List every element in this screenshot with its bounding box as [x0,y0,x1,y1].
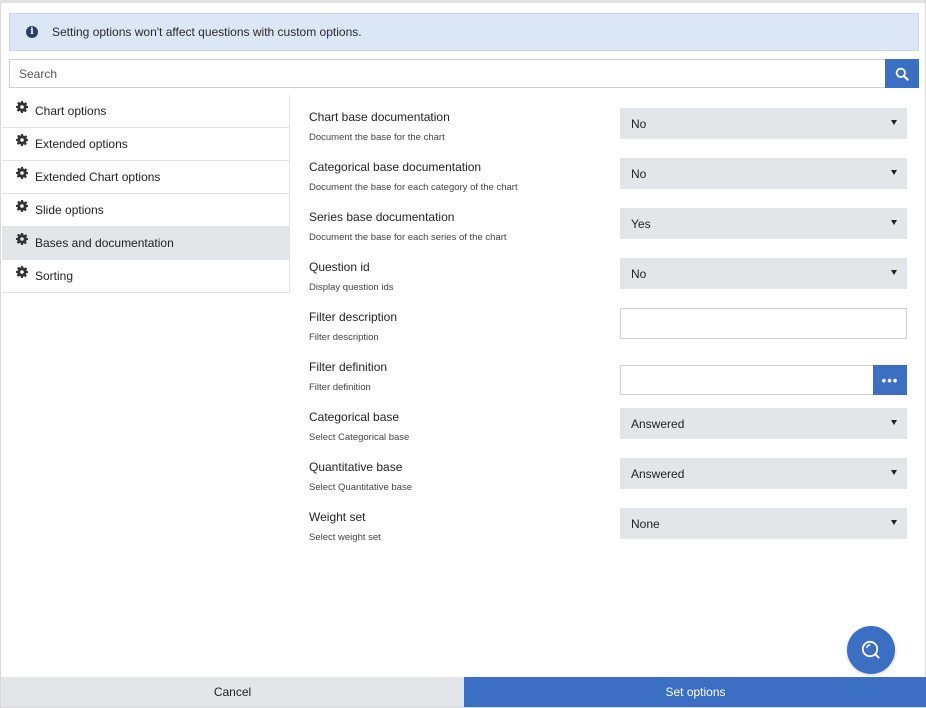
caret-down-icon [891,520,897,525]
search-input[interactable] [9,59,885,88]
set-options-button[interactable]: Set options [464,677,926,707]
setting-label: Quantitative base [309,460,403,474]
chart-base-documentation-select[interactable] [620,108,907,139]
sidebar-item-label: Chart options [35,104,107,118]
weight-set-select[interactable] [620,508,907,539]
dialog-footer [1,677,926,707]
sidebar-item-slide-options[interactable] [2,194,290,227]
setting-series-base-documentation [309,205,909,255]
sidebar-item-label: Sorting [35,269,74,283]
select-value: Answered [631,466,685,481]
gear-icon [16,266,28,278]
sidebar-item-label: Slide options [35,203,104,217]
setting-label: Filter definition [309,360,388,374]
setting-label: Categorical base documentation [309,160,482,174]
gear-icon [16,134,28,146]
sidebar-item-sorting[interactable] [2,260,290,293]
caret-down-icon [891,470,897,475]
search-icon [895,67,909,81]
info-banner [9,13,919,51]
select-value: None [631,516,660,531]
caret-down-icon [891,120,897,125]
select-value: No [631,166,647,181]
categorical-base-documentation-select[interactable] [620,158,907,189]
series-base-documentation-select[interactable] [620,208,907,239]
setting-description: Document the base for each category of the chart [309,182,518,193]
search-button[interactable] [885,59,919,88]
setting-description: Select weight set [309,532,381,543]
sidebar-item-extended-options[interactable] [2,128,290,161]
info-icon: i [26,26,38,38]
gear-icon [16,233,28,245]
setting-label: Chart base documentation [309,110,450,124]
caret-down-icon [891,220,897,225]
gear-icon [16,200,28,212]
setting-label: Question id [309,260,370,274]
setting-chart-base-documentation [309,105,909,155]
select-value: No [631,266,647,281]
setting-description: Select Quantitative base [309,482,412,493]
categorical-base-select[interactable] [620,408,907,439]
caret-down-icon [891,270,897,275]
sidebar-item-extended-chart-options[interactable] [2,161,290,194]
setting-filter-definition [309,355,909,405]
settings-panel [309,105,909,555]
setting-label: Weight set [309,510,366,524]
sidebar-item-chart-options[interactable] [2,95,290,128]
setting-label: Categorical base [309,410,400,424]
setting-description: Filter description [309,332,379,343]
setting-quantitative-base [309,455,909,505]
search-bar [9,59,919,88]
sidebar-item-bases-and-documentation[interactable] [2,227,290,260]
cancel-button[interactable]: Cancel [1,677,464,707]
setting-description: Filter definition [309,382,371,393]
options-sidebar [2,95,290,293]
sidebar-item-label: Bases and documentation [35,236,174,250]
setting-label: Series base documentation [309,210,455,224]
caret-down-icon [891,170,897,175]
sidebar-item-label: Extended options [35,137,128,151]
setting-categorical-base [309,405,909,455]
caret-down-icon [891,420,897,425]
setting-description: Document the base for the chart [309,132,445,143]
setting-description: Display question ids [309,282,394,293]
filter-definition-browse-button[interactable]: ••• [873,365,907,395]
info-banner-text: Setting options won't affect questions with custom options. [52,25,362,39]
setting-label: Filter description [309,310,398,324]
filter-definition-input[interactable] [620,365,873,395]
setting-categorical-base-documentation [309,155,909,205]
setting-description: Document the base for each series of the chart [309,232,507,243]
question-id-select[interactable] [620,258,907,289]
setting-filter-description [309,305,909,355]
sidebar-item-label: Extended Chart options [35,170,161,184]
select-value: Answered [631,416,685,431]
gear-icon [16,101,28,113]
filter-description-input[interactable] [620,308,907,339]
setting-description: Select Categorical base [309,432,410,443]
select-value: No [631,116,647,131]
help-search-button[interactable] [847,626,895,674]
select-value: Yes [631,216,651,231]
gear-icon [16,167,28,179]
setting-weight-set [309,505,909,555]
quantitative-base-select[interactable] [620,458,907,489]
setting-question-id [309,255,909,305]
help-search-icon [860,639,882,661]
